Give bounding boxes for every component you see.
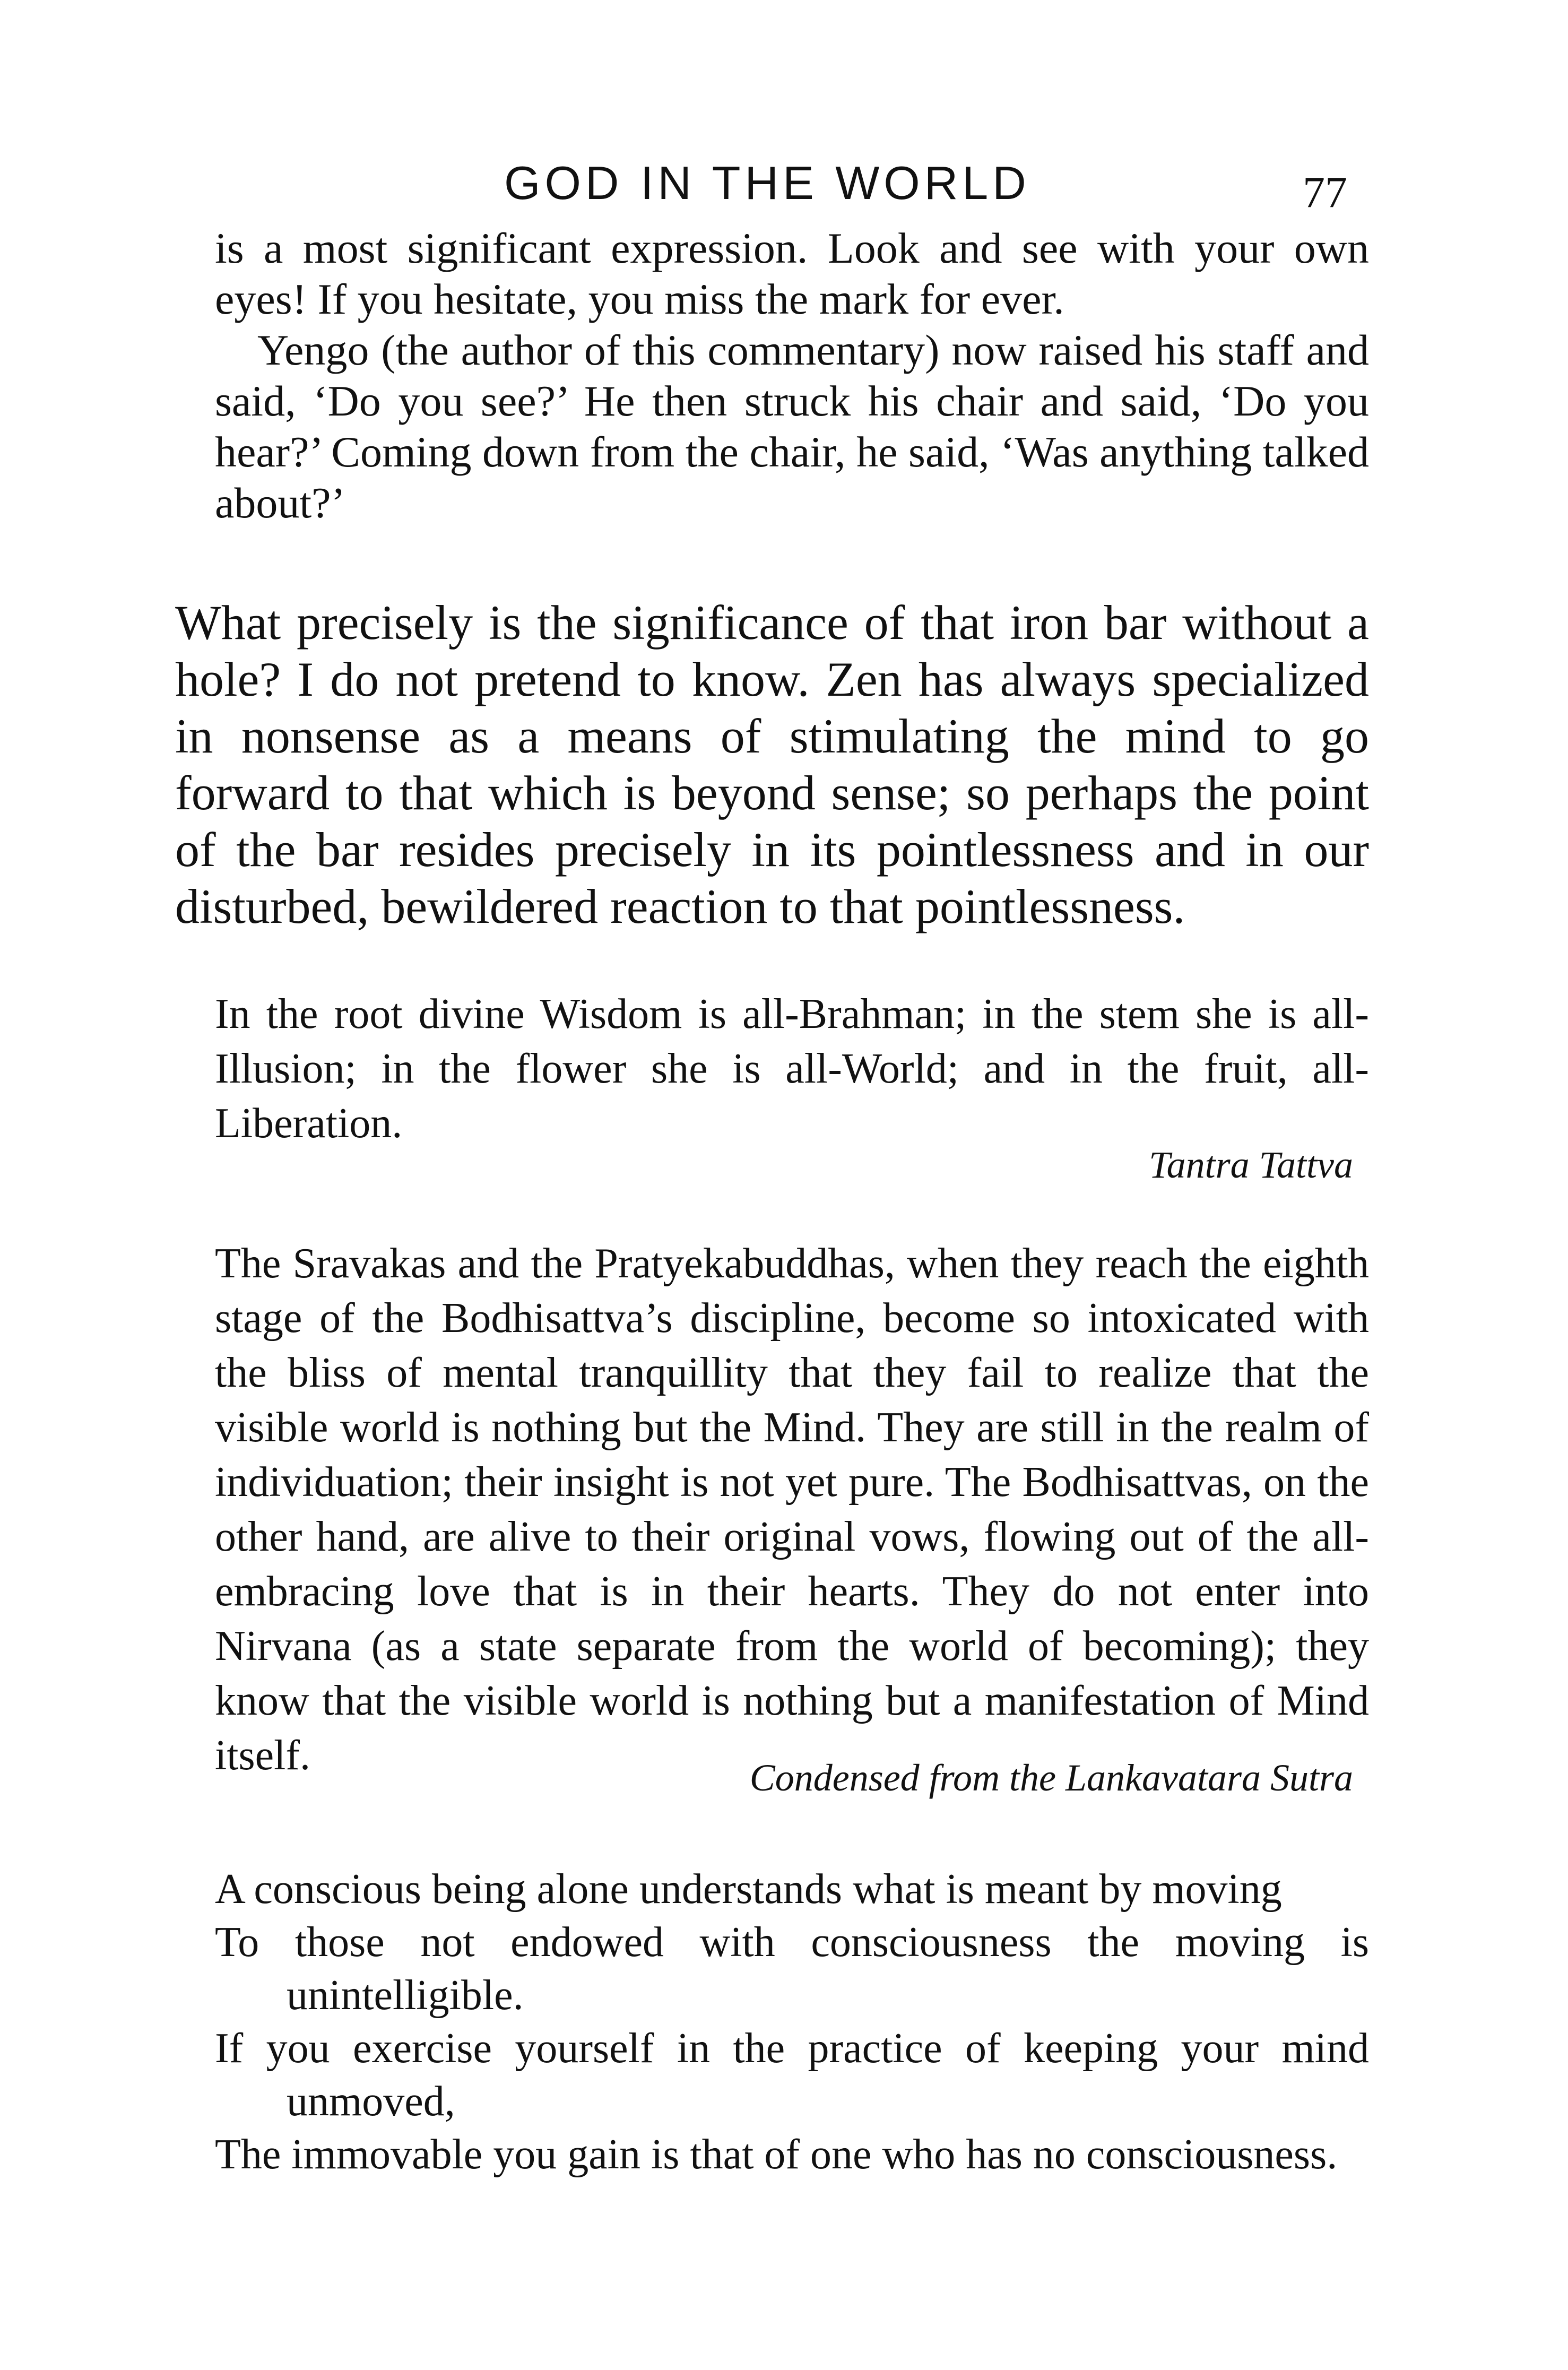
verse-line: A conscious being alone understands what is meant by moving (215, 1866, 1282, 1913)
commentary-paragraph: Yengo (the author of this commentary) now raised his staff and said, ‘Do you see?’ He then struck his chair and said, ‘Do you hear?’ Coming down from the chair, he said, ‘Was anything talked about?’ (215, 326, 1369, 527)
commentary-block (215, 223, 1369, 529)
quote-attribution: Condensed from the Lankavatara Sutra (749, 1757, 1353, 1799)
quote-text: The Sravakas and the Pratyekabuddhas, when they reach the eighth stage of the Bodhisattva’s discipline, become so intoxicated with the bliss of mental tranquillity that they fail to realize that the visible world is nothing but the Mind. They are still in the realm of individuation; their insight is not yet pure. The Bodhisattvas, on the other hand, are alive to their original vows, flowing out of the all-embracing love that is in their hearts. They do not enter into Nirvana (as a state separate from the world of becoming); they know that the visible world is nothing but a manifestation of Mind itself. (215, 1240, 1369, 1779)
verse-line: To those not endowed with consciousness the moving is unintelligible. (215, 1919, 1369, 2019)
commentary-paragraph: is a most significant expression. Look and see with your own eyes! If you hesitate, you miss the mark for ever. (215, 224, 1369, 323)
verse-line: If you exercise yourself in the practice of keeping your mind unmoved, (215, 2025, 1369, 2125)
quote-lankavatara (215, 1236, 1369, 1783)
page-number: 77 (1303, 168, 1347, 217)
quote-attribution: Tantra Tattva (1149, 1144, 1353, 1186)
main-paragraph (175, 594, 1369, 935)
quote-tantra-tattva (215, 987, 1369, 1151)
quote-text: In the root divine Wisdom is all-Brahman; in the stem she is all-Illusion; in the flower she is all-World; and in the fruit, all-Liberation. (215, 991, 1369, 1147)
main-paragraph-text: What precisely is the significance of that iron bar without a hole? I do not pretend to know. Zen has always specialized in nonsense as a means of stimulating the mind to go forward to that which is beyond sense; so perhaps the point of the bar resides precisely in its pointlessness and in our disturbed, bewildered reaction to that pointlessness. (175, 595, 1369, 933)
running-head (0, 151, 1568, 215)
verse-block (215, 1863, 1369, 2181)
running-title: GOD IN THE WORLD (504, 157, 1030, 209)
verse-line: The immovable you gain is that of one who has no consciousness. (215, 2131, 1338, 2178)
